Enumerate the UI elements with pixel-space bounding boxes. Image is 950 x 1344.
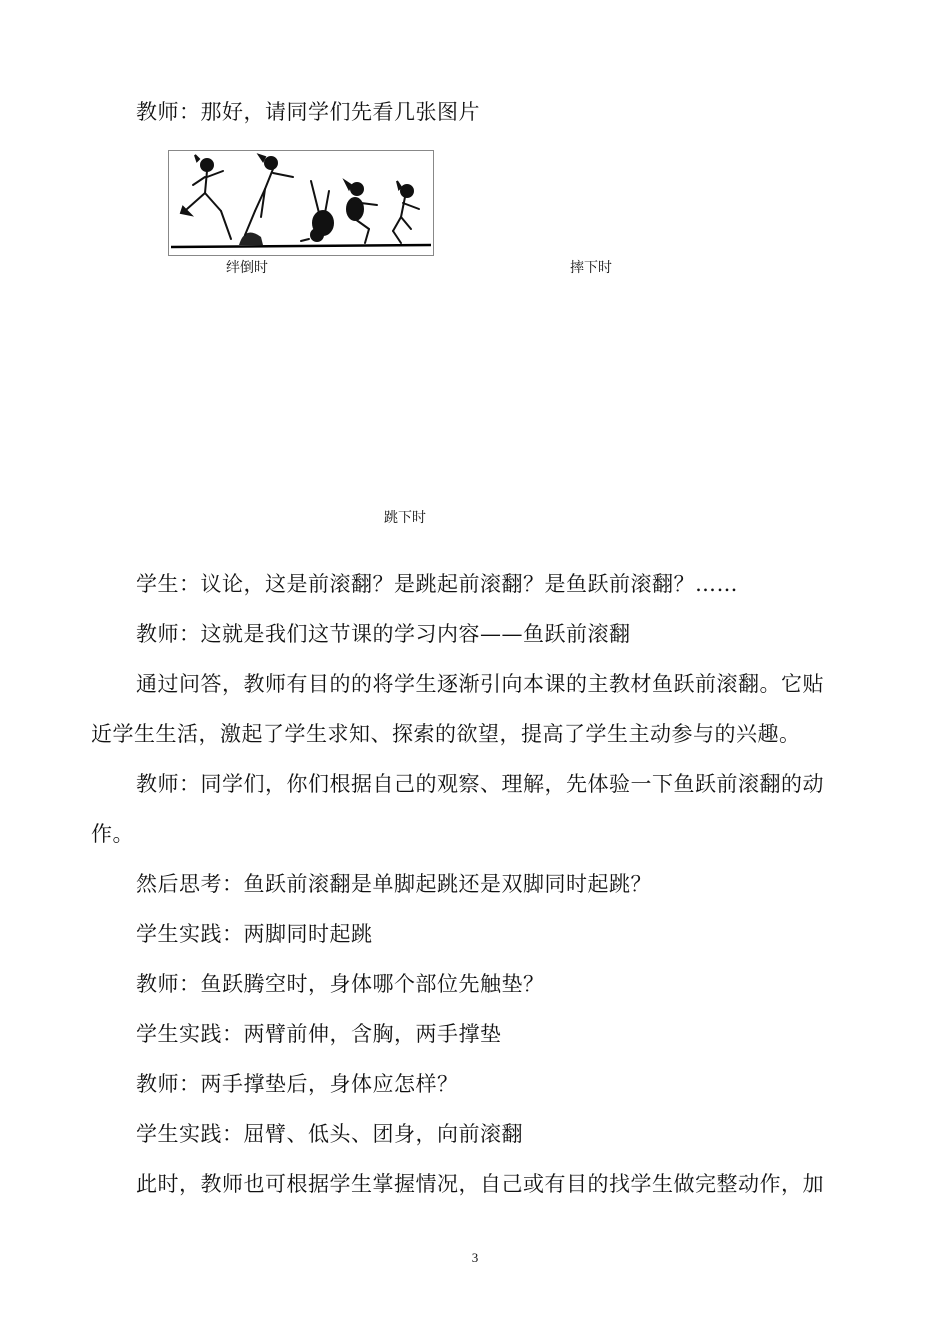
paragraph-teacher-experience-line2: 作。 (91, 822, 134, 846)
paragraph-student-practice-2: 学生实践：两臂前伸，含胸，两手撑垫 (136, 1022, 502, 1046)
caption-fall: 摔下时 (570, 260, 612, 276)
dive-roll-sequence-image (168, 150, 434, 256)
paragraph-commentary-line1: 通过问答，教师有目的的将学生逐渐引向本课的主教材鱼跃前滚翻。它贴 (136, 672, 824, 696)
page-number: 3 (471, 1250, 479, 1265)
caption-trip: 绊倒时 (226, 260, 268, 276)
paragraph-commentary-line2: 近学生生活，激起了学生求知、探索的欲望，提高了学生主动参与的兴趣。 (91, 722, 801, 746)
paragraph-teacher-experience-line1: 教师：同学们，你们根据自己的观察、理解，先体验一下鱼跃前滚翻的动 (136, 772, 824, 796)
paragraph-teacher-question-2: 教师：鱼跃腾空时，身体哪个部位先触垫？ (136, 972, 545, 996)
paragraph-teacher-topic: 教师：这就是我们这节课的学习内容——鱼跃前滚翻 (136, 622, 631, 646)
paragraph-teacher-question-3: 教师：两手撑垫后，身体应怎样？ (136, 1072, 459, 1096)
paragraph-teacher-demo: 此时，教师也可根据学生掌握情况，自己或有目的找学生做完整动作，加 (136, 1172, 824, 1196)
paragraph-student-discussion: 学生：议论，这是前滚翻？是跳起前滚翻？是鱼跃前滚翻？…… (136, 572, 738, 596)
paragraph-student-practice-3: 学生实践：屈臂、低头、团身，向前滚翻 (136, 1122, 523, 1146)
paragraph-think: 然后思考：鱼跃前滚翻是单脚起跳还是双脚同时起跳？ (136, 872, 652, 896)
paragraph-student-practice-1: 学生实践：两脚同时起跳 (136, 922, 373, 946)
figure-illustration (169, 151, 433, 255)
caption-jump: 跳下时 (384, 510, 426, 526)
paragraph-teacher-intro: 教师：那好，请同学们先看几张图片 (136, 100, 480, 124)
